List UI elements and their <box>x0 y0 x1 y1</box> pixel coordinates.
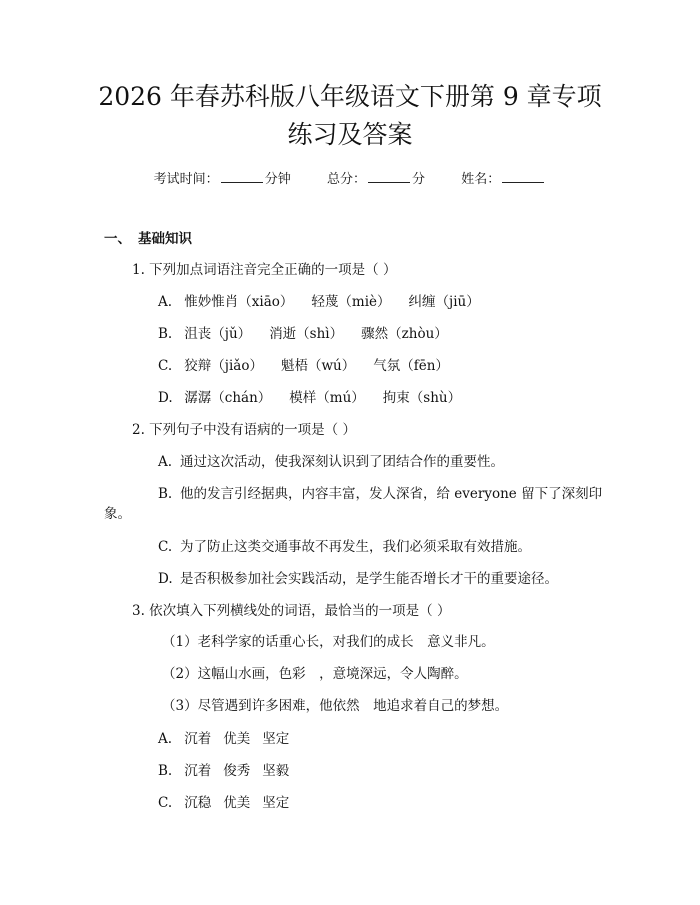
section-title: 基础知识 <box>138 231 192 247</box>
time-blank <box>221 168 263 183</box>
name-blank <box>502 168 544 183</box>
page-title <box>60 78 640 154</box>
score-unit: 分 <box>412 172 426 187</box>
question-3-sentence-2: （2）这幅山水画，色彩 ，意境深远，令人陶醉。 <box>162 666 468 682</box>
question-3-option-b: B. 沉着 俊秀 坚毅 <box>158 763 290 779</box>
title-line-2: 练习及答案 <box>287 120 413 149</box>
time-unit: 分钟 <box>264 172 291 187</box>
question-3-option-c: C. 沉稳 优美 坚定 <box>158 795 290 811</box>
question-3-sentence-1: （1）老科学家的话重心长，对我们的成长 意义非凡。 <box>162 634 495 650</box>
question-1-option-c: C. 狡辩（jiǎo） 魁梧（wú） 气氛（fēn） <box>158 358 449 374</box>
question-2-stem: 2. 下列句子中没有语病的一项是（ ） <box>132 422 356 438</box>
question-1-option-d: D. 潺潺（chán） 模样（mú） 拘束（shù） <box>158 390 462 406</box>
question-3-stem: 3. 依次填入下列横线处的词语，最恰当的一项是（ ） <box>132 603 451 619</box>
section-heading <box>104 229 192 249</box>
score-blank <box>368 168 410 183</box>
question-2-option-a: A. 通过这次活动，使我深刻认识到了团结合作的重要性。 <box>158 454 504 470</box>
section-number: 一、 <box>104 231 131 247</box>
question-2-option-b: B. 他的发言引经据典，内容丰富，发人深省，给 everyone 留下了深刻印象。 <box>104 486 603 522</box>
exam-meta <box>0 168 700 190</box>
question-1-stem: 1. 下列加点词语注音完全正确的一项是（ ） <box>132 262 397 278</box>
question-1-option-b: B. 沮丧（jǔ） 消逝（shì） 骤然（zhòu） <box>158 326 448 342</box>
question-2-option-c: C. 为了防止这类交通事故不再发生，我们必须采取有效措施。 <box>158 539 531 555</box>
score-label: 总分： <box>326 172 366 187</box>
name-label: 姓名： <box>461 172 501 187</box>
question-1-option-a: A. 惟妙惟肖（xiāo） 轻蔑（miè） 纠缠（jiū） <box>158 294 480 310</box>
question-3-option-a: A. 沉着 优美 坚定 <box>158 731 290 747</box>
question-2-option-d: D. 是否积极参加社会实践活动，是学生能否增长才干的重要途径。 <box>158 571 558 587</box>
title-line-1: 2026 年春苏科版八年级语文下册第 9 章专项 <box>98 82 602 111</box>
question-3-sentence-3: （3）尽管遇到许多困难，他依然 地追求着自己的梦想。 <box>162 698 509 714</box>
time-label: 考试时间： <box>153 172 219 187</box>
